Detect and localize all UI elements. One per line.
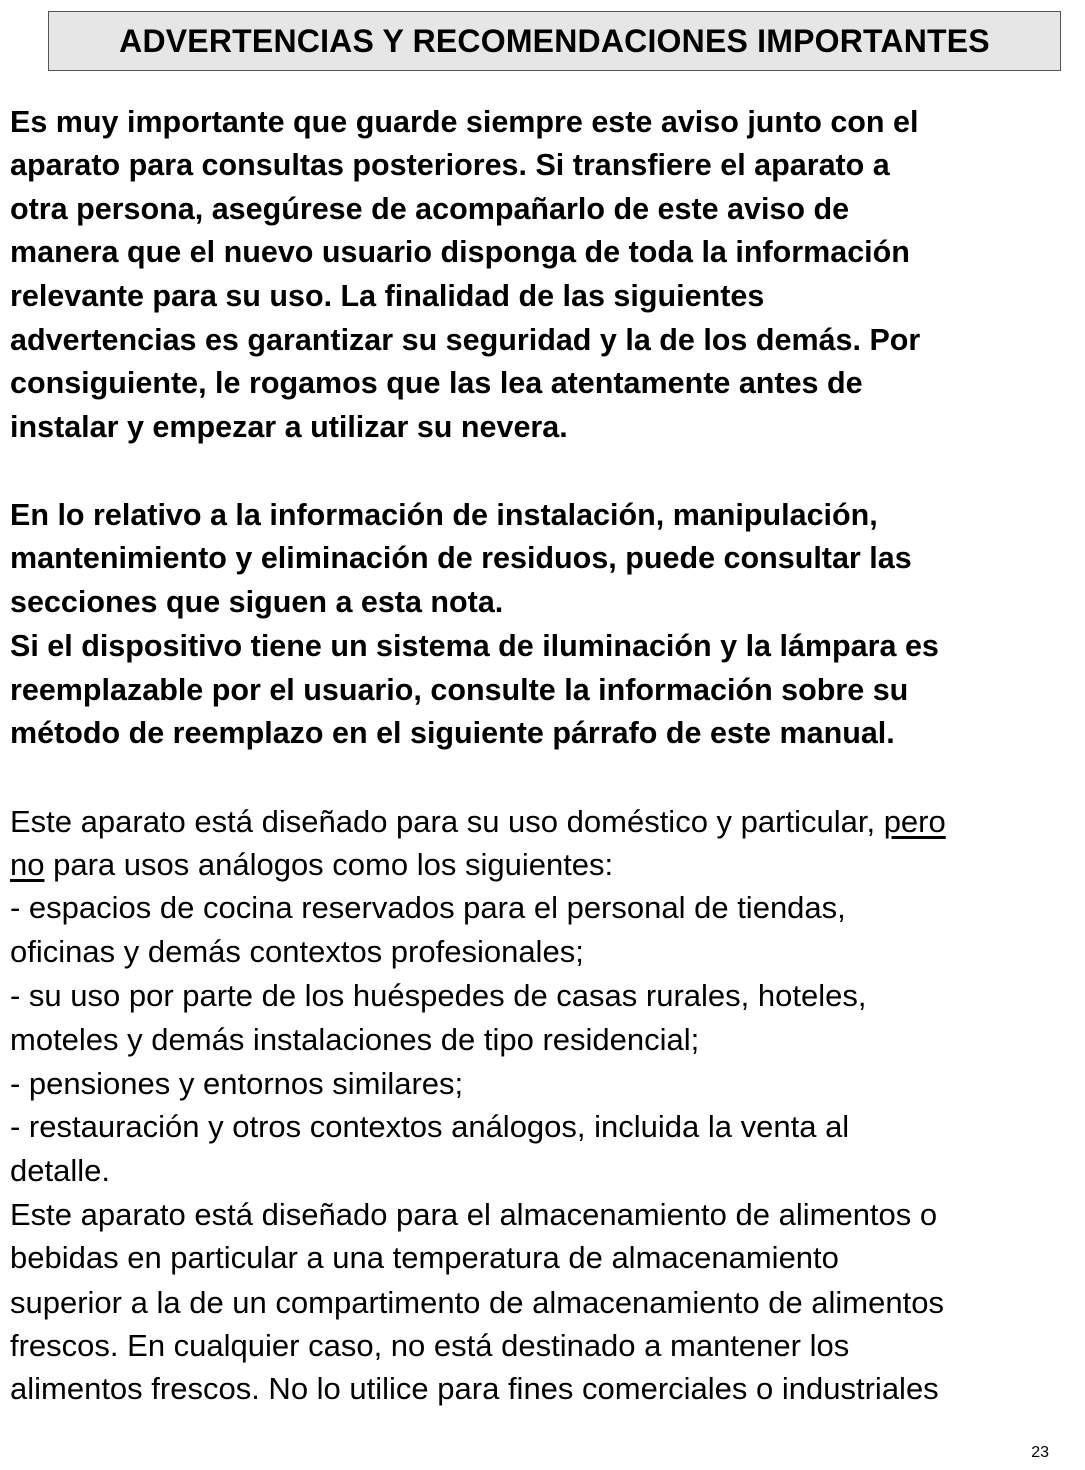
intro-line: otra persona, asegúrese de acompañarlo de este aviso de [10, 192, 850, 226]
intro-line: relevante para su uso. La finalidad de las siguientes [10, 279, 765, 313]
page-number: 23 [1031, 1444, 1049, 1461]
usage-line: alimentos frescos. No lo utilice para fines comerciales o industriales [10, 1371, 939, 1406]
sections-line: método de reemplazo en el siguiente párrafo de este manual. [10, 716, 895, 750]
usage-line: - su uso por parte de los huéspedes de casas rurales, hoteles, [10, 978, 867, 1013]
usage-line: - pensiones y entornos similares; [10, 1066, 464, 1101]
usage-line: bebidas en particular a una temperatura de almacenamiento [10, 1240, 839, 1275]
usage-line: - restauración y otros contextos análogos, incluida la venta al [10, 1109, 850, 1144]
sections-line: En lo relativo a la información de instalación, manipulación, [10, 498, 878, 532]
intro-line: manera que el nuevo usuario disponga de toda la información [10, 235, 910, 269]
usage-line: oficinas y demás contextos profesionales; [10, 934, 584, 969]
usage-line: frescos. En cualquier caso, no está destinado a mantener los [10, 1328, 850, 1363]
intro-line: instalar y empezar a utilizar su nevera. [10, 410, 568, 444]
usage-line: superior a la de un compartimento de almacenamiento de alimentos [10, 1285, 944, 1320]
usage-line [10, 806, 946, 837]
intro-line: consiguiente, le rogamos que las lea atentamente antes de [10, 366, 863, 400]
underlined-text: no [10, 847, 45, 882]
usage-line: detalle. [10, 1153, 110, 1188]
intro-line: advertencias es garantizar su seguridad y la de los demás. Por [10, 323, 921, 357]
sections-line: reemplazable por el usuario, consulte la información sobre su [10, 673, 909, 707]
underlined-text: pero [883, 804, 946, 839]
usage-text: para usos análogos como los siguientes: [44, 847, 614, 882]
sections-line: Si el dispositivo tiene un sistema de iluminación y la lámpara es [10, 629, 939, 663]
usage-line: moteles y demás instalaciones de tipo residencial; [10, 1022, 700, 1057]
sections-line: secciones que siguen a esta nota. [10, 585, 504, 619]
sections-line: mantenimiento y eliminación de residuos, puede consultar las [10, 541, 912, 575]
intro-line: aparato para consultas posteriores. Si transfiere el aparato a [10, 148, 890, 182]
usage-line [10, 849, 613, 880]
title-box [48, 11, 1061, 71]
usage-text: Este aparato está diseñado para su uso doméstico y particular, [10, 804, 884, 839]
page-title: ADVERTENCIAS Y RECOMENDACIONES IMPORTANTES [119, 22, 990, 59]
usage-line: - espacios de cocina reservados para el personal de tiendas, [10, 890, 846, 925]
usage-line: Este aparato está diseñado para el almacenamiento de alimentos o [10, 1197, 938, 1232]
intro-line: Es muy importante que guarde siempre este aviso junto con el [10, 105, 919, 139]
